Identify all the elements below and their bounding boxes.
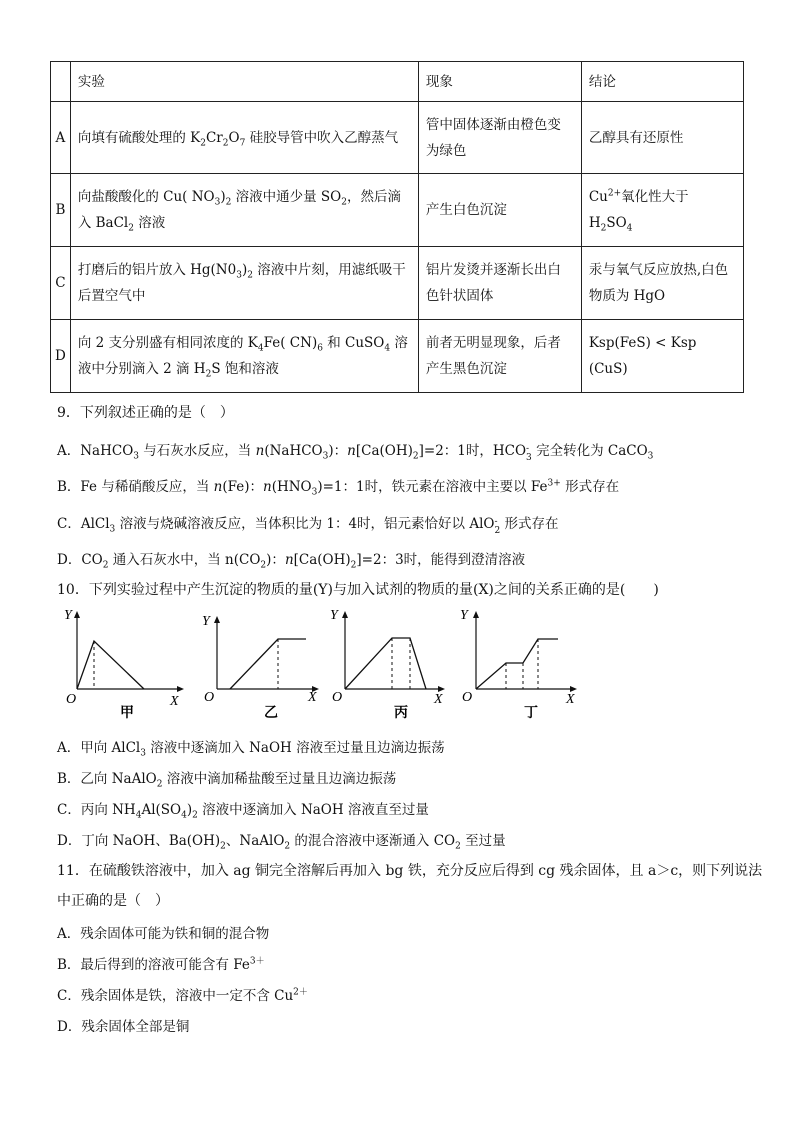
graph-yi (202, 603, 332, 727)
q9-option-a: A．NaHCO$_3$ 与石灰水反应，当 n(NaHCO$_3$)：$n[Ca(OH)_2]=2$：1时，HCO - 3 完全转化为 CaCO$_3$ (57, 443, 654, 463)
row-conclusion: 汞与氧气反应放热,白色物质为 HgO (581, 247, 743, 320)
origin-label: O (332, 690, 343, 705)
row-phenomenon: 铝片发烫并逐渐长出白色针状固体 (418, 247, 581, 320)
graph-ding-svg (458, 603, 588, 723)
row-key: D (51, 320, 71, 393)
row-conclusion: 乙醇具有还原性 (581, 102, 743, 174)
header-phenomenon: 现象 (418, 62, 581, 102)
graph-bing-svg (330, 603, 460, 723)
y-axis-arrow (342, 611, 348, 618)
graph-curve (230, 639, 306, 689)
experiment-table (50, 61, 744, 393)
table-header-row (51, 62, 744, 102)
q11-option-d: D．残余固体全部是铜 (57, 1019, 190, 1035)
q10-option-c: C．丙向 $NH_4Al(SO_4)_2$ 溶液中逐滴加入 NaOH 溶液直至过量 (57, 802, 429, 821)
q9-option-d: D．$CO_2$ 通入石灰水中，当 $n(CO_2)$：$n[Ca(OH)_2]=2$：3时，能得到澄清溶液 (57, 552, 526, 571)
table-row-d (51, 320, 744, 393)
row-phenomenon: 前者无明显现象，后者产生黑色沉淀 (418, 320, 581, 393)
q10-option-a: A．甲向 AlCl$_3$ 溶液中逐滴加入 NaOH 溶液至过量且边滴边振荡 (57, 740, 445, 759)
y-axis-arrow (214, 616, 220, 623)
x-label: X (308, 690, 317, 705)
q11-option-a: A．残余固体可能为铁和铜的混合物 (57, 926, 270, 942)
q11-option-c: C．残余固体是铁，溶液中一定不含 $Cu^{2+}$ (57, 987, 308, 1004)
graph-bing (330, 603, 460, 727)
x-label: X (170, 694, 179, 709)
q11-stem-line2: 中正确的是（ ） (57, 893, 169, 909)
header-conclusion: 结论 (581, 62, 743, 102)
y-axis-arrow (473, 611, 479, 618)
graph-name: 乙 (264, 705, 278, 721)
y-label: Y (64, 608, 72, 623)
y-label: Y (202, 614, 210, 629)
row-key: A (51, 102, 71, 174)
graph-yi-svg (202, 603, 332, 723)
q11-stem-line1: 11．在硫酸铁溶液中，加入 ag 铜完全溶解后再加入 bg 铁，充分反应后得到 cg 残余固体，且 a＞c，则下列说法 (57, 863, 763, 879)
y-label: Y (460, 608, 468, 623)
row-experiment: 向 2 支分别盛有相同浓度的 $K_4Fe$( $CN)_6$ 和 CuSO$_4$ 溶液中分别滴入 2 滴 $H_2S$ 饱和溶液 (70, 320, 418, 393)
q9-option-c: C．AlCl$_3$ 溶液与烧碱溶液反应，当体积比为 1：4时，铝元素恰好以 AlO - 2 形式存在 (57, 516, 559, 536)
graph-curve (476, 639, 558, 689)
q10-stem: 10．下列实验过程中产生沉淀的物质的量(Y)与加入试剂的物质的量(X)之间的关系正确的是( ) (57, 582, 659, 598)
x-axis-arrow (177, 686, 184, 692)
origin-label: O (204, 690, 215, 705)
row-phenomenon: 产生白色沉淀 (418, 174, 581, 247)
header-blank (51, 62, 71, 102)
table-row-a (51, 102, 744, 174)
row-conclusion: $Cu^{2+}$氧化性大于 $H_2SO_4$ (581, 174, 743, 247)
graph-name: 丙 (394, 705, 408, 721)
table-row-c (51, 247, 744, 320)
y-label: Y (330, 608, 338, 623)
row-experiment: 向填有硫酸处理的 $K_2Cr_2O_7$ 硅胶导管中吹入乙醇蒸气 (70, 102, 418, 174)
graph-ding (458, 603, 588, 727)
x-label: X (434, 692, 443, 707)
row-key: B (51, 174, 71, 247)
origin-label: O (462, 690, 473, 705)
table-row-b (51, 174, 744, 247)
y-axis-arrow (74, 611, 80, 618)
q9-stem: 9．下列叙述正确的是（ ） (57, 405, 234, 421)
graph-curve (345, 638, 426, 689)
row-key: C (51, 247, 71, 320)
row-experiment: 向盐酸酸化的 Cu( $NO_3)_2$ 溶液中通少量 $SO_2$，然后滴入 BaCl$_2$ 溶液 (70, 174, 418, 247)
graph-curve (77, 641, 144, 689)
x-label: X (566, 692, 575, 707)
graph-jia-svg (62, 603, 192, 723)
origin-label: O (66, 692, 77, 707)
q11-option-b: B．最后得到的溶液可能含有 $Fe^{3+}$ (57, 956, 265, 973)
row-phenomenon: 管中固体逐渐由橙色变为绿色 (418, 102, 581, 174)
graph-jia (62, 603, 192, 727)
row-experiment: 打磨后的铝片放入 $Hg(N0_3)_2$ 溶液中片刻，用滤纸吸干后置空气中 (70, 247, 418, 320)
q10-option-d: D．丁向 NaOH、$Ba(OH)_2$、NaAlO$_2$ 的混合溶液中逐渐通入 $CO_2$ 至过量 (57, 833, 506, 852)
graph-name: 丁 (524, 705, 538, 721)
header-experiment: 实验 (70, 62, 418, 102)
row-conclusion: Ksp(FeS) < Ksp (CuS) (581, 320, 743, 393)
q9-option-b: B．Fe 与稀硝酸反应，当 n(Fe)：$n(HNO_3)=1$：1时，铁元素在溶液中主要以 $Fe^{3+}$ 形式存在 (57, 478, 620, 498)
graph-name: 甲 (120, 705, 134, 721)
q10-option-b: B．乙向 NaAlO$_2$ 溶液中滴加稀盐酸至过量且边滴边振荡 (57, 771, 397, 790)
